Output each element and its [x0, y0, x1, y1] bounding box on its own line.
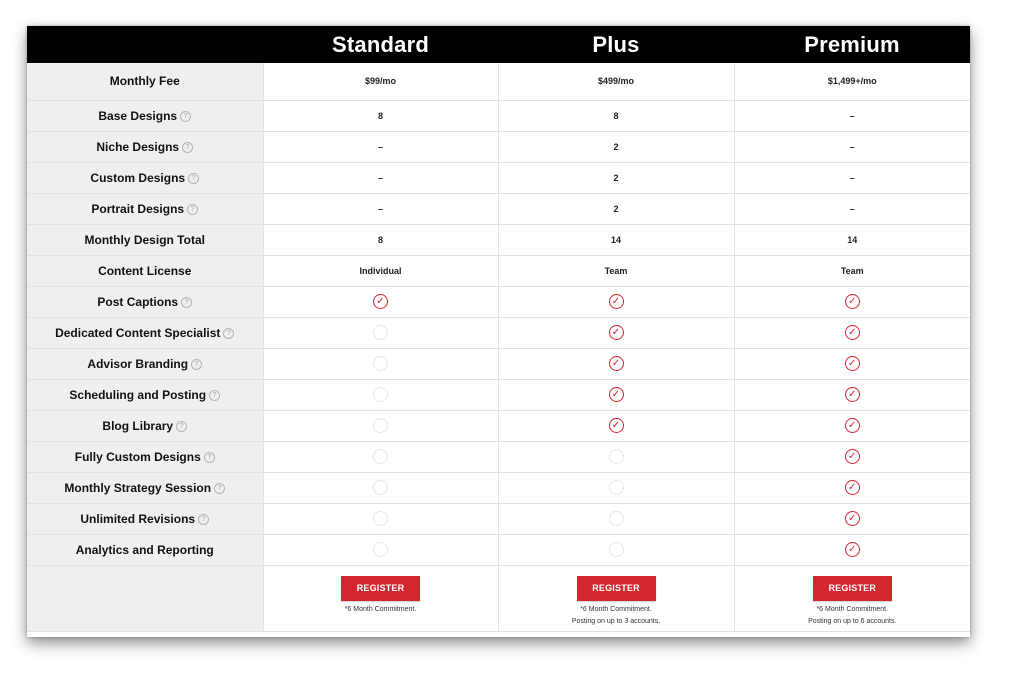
help-icon[interactable]: ?	[188, 173, 199, 184]
feature-label: Post Captions	[97, 294, 179, 309]
feature-row-dedicated-content-specialist	[27, 317, 970, 348]
feature-label-cell	[27, 534, 263, 565]
plan-cell-standard	[263, 100, 498, 131]
feature-value: –	[849, 172, 855, 183]
plan-cell-standard	[263, 131, 498, 162]
plan-cell-standard	[263, 410, 498, 441]
feature-value: Individual	[359, 265, 402, 276]
commitment-note-line: *6 Month Commitment.	[580, 605, 652, 613]
commitment-note-line: *6 Month Commitment.	[344, 605, 417, 613]
plan-cell-plus	[498, 441, 734, 472]
plan-cell-premium	[734, 317, 970, 348]
plan-cell-premium	[734, 503, 970, 534]
feature-value: 8	[377, 234, 383, 245]
commitment-note-line: Posting on up to 6 accounts.	[808, 617, 897, 625]
plan-name-standard: Standard	[332, 31, 429, 57]
feature-row-unlimited-revisions	[27, 503, 970, 534]
feature-row-scheduling-and-posting	[27, 379, 970, 410]
empty-circle-icon	[373, 418, 388, 433]
feature-value: 14	[610, 234, 621, 245]
feature-label: Base Designs	[98, 108, 178, 123]
feature-label-cell	[27, 410, 263, 441]
empty-circle-icon	[609, 449, 624, 464]
feature-row-analytics-and-reporting	[27, 534, 970, 565]
plan-cell-plus	[498, 348, 734, 379]
feature-label-cell	[27, 286, 263, 317]
check-circle-icon: ✓	[609, 418, 624, 433]
plan-name-plus: Plus	[592, 31, 640, 57]
pricing-table	[27, 26, 970, 632]
register-cell-plus	[498, 565, 734, 631]
check-circle-icon: ✓	[373, 294, 388, 309]
feature-value: –	[849, 110, 855, 121]
help-icon[interactable]: ?	[182, 142, 193, 153]
feature-label-cell	[27, 503, 263, 534]
feature-row-advisor-branding	[27, 348, 970, 379]
feature-value: 8	[613, 110, 619, 121]
feature-label-cell	[27, 162, 263, 193]
plan-cell-standard	[263, 503, 498, 534]
help-icon[interactable]: ?	[191, 359, 202, 370]
plan-cell-standard	[263, 534, 498, 565]
check-circle-icon: ✓	[845, 294, 860, 309]
plan-cell-plus	[498, 193, 734, 224]
feature-label: Monthly Design Total	[84, 232, 205, 247]
empty-circle-icon	[373, 356, 388, 371]
plan-cell-premium	[734, 379, 970, 410]
commitment-note	[499, 604, 734, 628]
plan-header-row	[27, 26, 970, 63]
feature-label: Dedicated Content Specialist	[55, 325, 221, 340]
feature-label: Monthly Strategy Session	[64, 480, 212, 495]
feature-row-monthly-fee	[27, 63, 970, 100]
register-cell-premium	[734, 565, 970, 631]
plan-cell-standard	[263, 162, 498, 193]
register-cell-standard	[263, 565, 498, 631]
feature-value: 2	[613, 203, 619, 214]
feature-value: $99/mo	[364, 76, 397, 87]
feature-value: Team	[840, 265, 864, 276]
commitment-note-line: *6 Month Commitment.	[816, 605, 889, 613]
feature-value: $1,499+/mo	[827, 76, 877, 87]
footer-empty-cell	[27, 565, 263, 631]
feature-row-portrait-designs	[27, 193, 970, 224]
plan-cell-premium	[734, 193, 970, 224]
plan-cell-standard	[263, 255, 498, 286]
commitment-note-line: Posting on up to 3 accounts.	[571, 617, 661, 625]
feature-label-cell	[27, 63, 263, 100]
feature-row-blog-library	[27, 410, 970, 441]
plan-cell-plus	[498, 472, 734, 503]
check-circle-icon: ✓	[609, 356, 624, 371]
empty-circle-icon	[373, 449, 388, 464]
help-icon[interactable]: ?	[214, 483, 225, 494]
check-circle-icon: ✓	[845, 325, 860, 340]
help-icon[interactable]: ?	[187, 204, 198, 215]
feature-row-monthly-design-total	[27, 224, 970, 255]
check-circle-icon: ✓	[845, 356, 860, 371]
commitment-note	[264, 604, 498, 616]
plan-cell-standard	[263, 63, 498, 100]
plan-cell-plus	[498, 534, 734, 565]
plan-cell-premium	[734, 534, 970, 565]
plan-cell-plus	[498, 63, 734, 100]
empty-circle-icon	[373, 480, 388, 495]
feature-label-cell	[27, 100, 263, 131]
feature-value: Team	[604, 265, 628, 276]
help-icon[interactable]: ?	[204, 452, 215, 463]
plan-cell-premium	[734, 286, 970, 317]
plan-cell-standard	[263, 286, 498, 317]
feature-row-niche-designs	[27, 131, 970, 162]
plan-cell-plus	[498, 131, 734, 162]
help-icon[interactable]: ?	[181, 297, 192, 308]
register-button-premium[interactable]: REGISTER	[813, 576, 892, 601]
register-row	[27, 565, 970, 631]
feature-value: 2	[613, 172, 619, 183]
feature-row-post-captions	[27, 286, 970, 317]
check-circle-icon: ✓	[845, 511, 860, 526]
feature-label: Portrait Designs	[91, 201, 185, 216]
feature-label-cell	[27, 379, 263, 410]
plan-cell-plus	[498, 162, 734, 193]
empty-circle-icon	[373, 542, 388, 557]
help-icon[interactable]: ?	[198, 514, 209, 525]
plan-cell-plus	[498, 255, 734, 286]
plan-cell-premium	[734, 131, 970, 162]
pricing-table-card	[27, 26, 970, 637]
plan-cell-standard	[263, 441, 498, 472]
empty-circle-icon	[373, 325, 388, 340]
feature-label-cell	[27, 255, 263, 286]
plan-cell-standard	[263, 379, 498, 410]
feature-value: 14	[847, 234, 858, 245]
feature-row-base-designs	[27, 100, 970, 131]
feature-label-cell	[27, 441, 263, 472]
check-circle-icon: ✓	[845, 542, 860, 557]
feature-row-fully-custom-designs	[27, 441, 970, 472]
plan-cell-premium	[734, 162, 970, 193]
plan-cell-plus	[498, 224, 734, 255]
feature-label: Blog Library	[102, 418, 174, 433]
feature-label: Advisor Branding	[87, 356, 189, 371]
feature-row-monthly-strategy-session	[27, 472, 970, 503]
check-circle-icon: ✓	[609, 387, 624, 402]
check-circle-icon: ✓	[845, 480, 860, 495]
plan-cell-premium	[734, 255, 970, 286]
feature-label-cell	[27, 193, 263, 224]
feature-label: Niche Designs	[96, 139, 180, 154]
feature-label: Custom Designs	[90, 170, 186, 185]
plan-cell-premium	[734, 224, 970, 255]
empty-circle-icon	[373, 511, 388, 526]
header-empty-cell	[27, 26, 263, 63]
feature-row-custom-designs	[27, 162, 970, 193]
empty-circle-icon	[609, 542, 624, 557]
commitment-note	[735, 604, 971, 628]
plan-cell-plus	[498, 503, 734, 534]
plan-name-premium: Premium	[804, 31, 900, 57]
help-icon[interactable]: ?	[176, 421, 187, 432]
plan-cell-premium	[734, 441, 970, 472]
help-icon[interactable]: ?	[209, 390, 220, 401]
feature-row-content-license	[27, 255, 970, 286]
plan-cell-standard	[263, 193, 498, 224]
feature-label-cell	[27, 472, 263, 503]
feature-value: –	[849, 141, 855, 152]
plan-cell-standard	[263, 317, 498, 348]
check-circle-icon: ✓	[845, 387, 860, 402]
feature-label: Scheduling and Posting	[69, 387, 207, 402]
empty-circle-icon	[609, 480, 624, 495]
plan-cell-premium	[734, 348, 970, 379]
help-icon[interactable]: ?	[223, 328, 234, 339]
plan-cell-plus	[498, 317, 734, 348]
help-icon[interactable]: ?	[180, 111, 191, 122]
check-circle-icon: ✓	[609, 325, 624, 340]
plan-cell-plus	[498, 379, 734, 410]
feature-label: Fully Custom Designs	[74, 449, 201, 464]
feature-value: 2	[613, 141, 619, 152]
plan-cell-premium	[734, 63, 970, 100]
feature-label: Unlimited Revisions	[80, 511, 196, 526]
check-circle-icon: ✓	[845, 449, 860, 464]
feature-value: –	[377, 172, 383, 183]
empty-circle-icon	[609, 511, 624, 526]
feature-value: –	[377, 141, 383, 152]
check-circle-icon: ✓	[845, 418, 860, 433]
plan-cell-standard	[263, 348, 498, 379]
feature-value: –	[849, 203, 855, 214]
feature-label: Monthly Fee	[109, 74, 180, 89]
feature-value: $499/mo	[597, 76, 635, 87]
feature-label-cell	[27, 317, 263, 348]
plan-cell-plus	[498, 286, 734, 317]
feature-label: Content License	[98, 263, 192, 278]
plan-cell-premium	[734, 410, 970, 441]
feature-value: –	[377, 203, 383, 214]
plan-cell-standard	[263, 224, 498, 255]
register-button-plus[interactable]: REGISTER	[577, 576, 656, 601]
empty-circle-icon	[373, 387, 388, 402]
register-button-standard[interactable]: REGISTER	[341, 576, 420, 601]
check-circle-icon: ✓	[609, 294, 624, 309]
plan-cell-premium	[734, 472, 970, 503]
feature-label: Analytics and Reporting	[75, 542, 214, 557]
plan-cell-plus	[498, 100, 734, 131]
feature-label-cell	[27, 348, 263, 379]
feature-label-cell	[27, 224, 263, 255]
feature-value: 8	[377, 110, 383, 121]
feature-label-cell	[27, 131, 263, 162]
plan-cell-premium	[734, 100, 970, 131]
plan-cell-standard	[263, 472, 498, 503]
plan-cell-plus	[498, 410, 734, 441]
